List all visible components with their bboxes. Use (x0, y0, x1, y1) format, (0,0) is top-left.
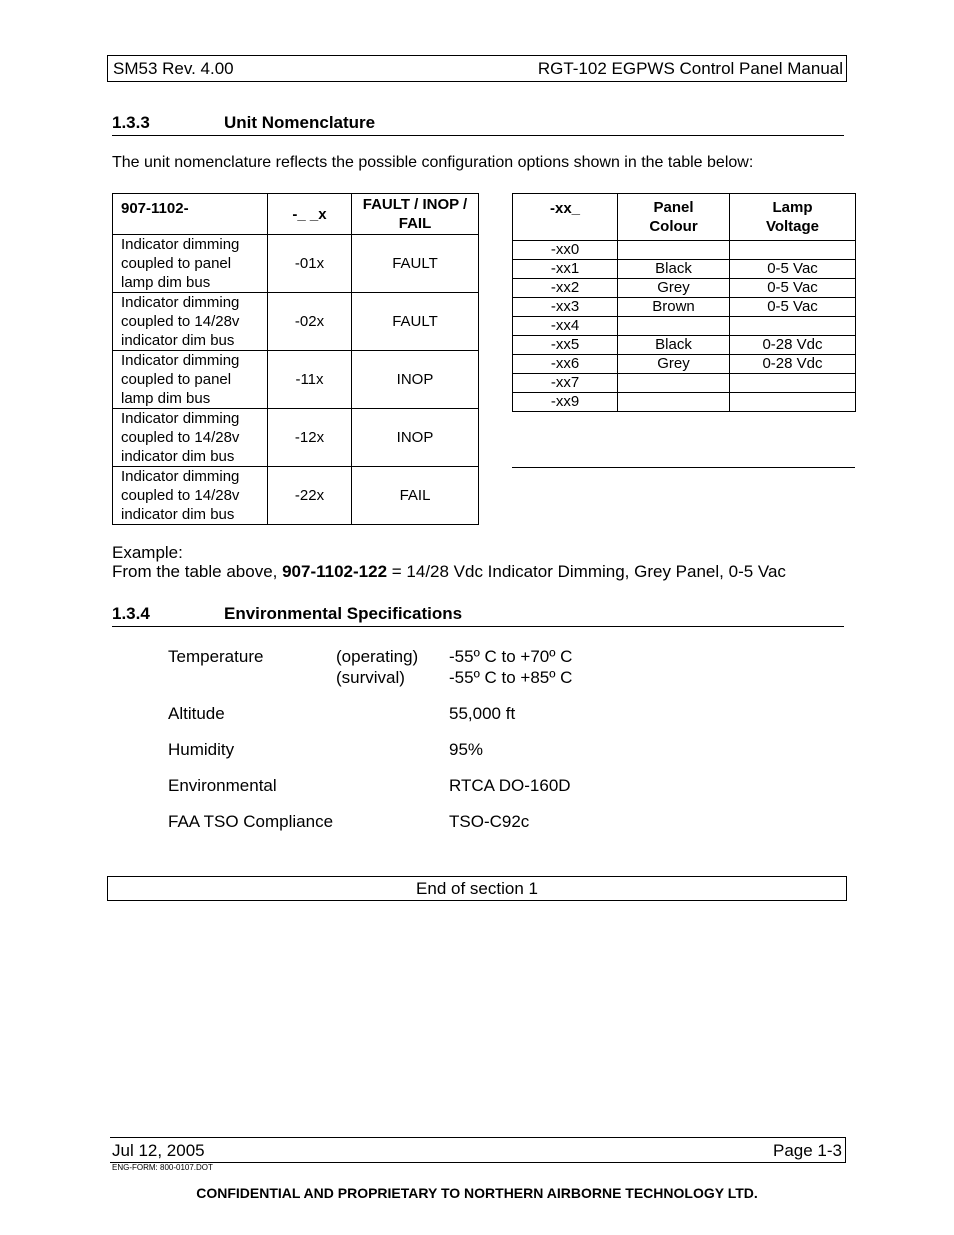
colour-cell (618, 241, 730, 260)
table-header-row (113, 194, 479, 235)
voltage-cell: 0-28 Vdc (730, 336, 856, 355)
example-part-number: 907-1102-122 (282, 562, 388, 581)
table-row (513, 298, 856, 317)
option-cell: -xx2 (513, 279, 618, 298)
table-row (513, 279, 856, 298)
description-cell: Indicator dimming coupled to panel lamp dim bus (113, 235, 268, 293)
spec-label: Altitude (168, 704, 225, 723)
spec-label: FAA TSO Compliance (168, 812, 334, 831)
colour-cell: Grey (618, 279, 730, 298)
end-of-section-banner: End of section 1 (107, 876, 847, 901)
option-cell: -xx4 (513, 317, 618, 336)
section-heading-1-3-3 (112, 113, 844, 136)
example-label: Example: (112, 543, 183, 562)
table-row (113, 467, 479, 525)
voltage-cell (730, 374, 856, 393)
header-cell: Panel Colour (618, 194, 730, 241)
header-cell: -_ _x (268, 194, 352, 235)
page-number: Page 1-3 (773, 1141, 842, 1160)
table-row (513, 260, 856, 279)
nomenclature-table (112, 193, 479, 525)
page-footer (110, 1137, 846, 1163)
colour-cell: Grey (618, 355, 730, 374)
section-title: Environmental Specifications (224, 604, 463, 623)
section-number: 1.3.4 (112, 604, 150, 623)
voltage-cell: 0-5 Vac (730, 260, 856, 279)
option-cell: -xx3 (513, 298, 618, 317)
table-row (513, 374, 856, 393)
example-prefix: From the table above, (112, 562, 283, 581)
voltage-cell: 0-5 Vac (730, 298, 856, 317)
description-cell: Indicator dimming coupled to 14/28v indicator dim bus (113, 467, 268, 525)
spec-value: -55º C to +85º C (449, 668, 573, 687)
document-id: SM53 Rev. 4.00 (113, 59, 234, 78)
annunciation-cell: INOP (352, 409, 479, 467)
confidential-notice: CONFIDENTIAL AND PROPRIETARY TO NORTHERN AIRBORNE TECHNOLOGY LTD. (196, 1185, 758, 1201)
spec-value: -55º C to +70º C (449, 647, 573, 666)
colour-cell: Brown (618, 298, 730, 317)
table-row (113, 235, 479, 293)
option-cell: -xx6 (513, 355, 618, 374)
header-cell: 907-1102- (113, 194, 268, 235)
annunciation-cell: FAIL (352, 467, 479, 525)
option-cell: -xx1 (513, 260, 618, 279)
voltage-cell: 0-5 Vac (730, 279, 856, 298)
table-row (113, 351, 479, 409)
spec-label: Temperature (168, 647, 264, 666)
colour-cell (618, 393, 730, 412)
voltage-cell (730, 393, 856, 412)
revision-date: Jul 12, 2005 (112, 1141, 205, 1160)
table-row (513, 336, 856, 355)
form-id: ENG-FORM: 800-0107.DOT (112, 1163, 213, 1172)
table-row (513, 317, 856, 336)
voltage-cell (730, 317, 856, 336)
page-header (107, 55, 847, 82)
header-cell: Lamp Voltage (730, 194, 856, 241)
table-row (513, 241, 856, 260)
table-row (113, 293, 479, 351)
table-row (113, 409, 479, 467)
spec-label: Humidity (168, 740, 235, 759)
section-heading-1-3-4 (112, 604, 844, 627)
suffix-cell: -22x (268, 467, 352, 525)
annunciation-cell: FAULT (352, 235, 479, 293)
suffix-cell: -11x (268, 351, 352, 409)
description-cell: Indicator dimming coupled to 14/28v indicator dim bus (113, 293, 268, 351)
section-number: 1.3.3 (112, 113, 150, 132)
intro-paragraph: The unit nomenclature reflects the possible configuration options shown in the table below: (112, 154, 754, 171)
suffix-cell: -12x (268, 409, 352, 467)
colour-cell: Black (618, 260, 730, 279)
header-cell: FAULT / INOP / FAIL (352, 194, 479, 235)
suffix-cell: -02x (268, 293, 352, 351)
colour-cell (618, 317, 730, 336)
option-cell: -xx7 (513, 374, 618, 393)
description-cell: Indicator dimming coupled to 14/28v indicator dim bus (113, 409, 268, 467)
spec-value: 95% (449, 740, 484, 759)
document-title: RGT-102 EGPWS Control Panel Manual (537, 59, 843, 78)
panel-options-table (512, 193, 856, 412)
description-cell: Indicator dimming coupled to panel lamp dim bus (113, 351, 268, 409)
example-suffix: = 14/28 Vdc Indicator Dimming, Grey Panel, 0-5 Vac (387, 562, 786, 581)
voltage-cell: 0-28 Vdc (730, 355, 856, 374)
option-cell: -xx0 (513, 241, 618, 260)
annunciation-cell: FAULT (352, 293, 479, 351)
spec-value: RTCA DO-160D (449, 776, 571, 795)
spec-qualifier: (survival) (336, 668, 405, 687)
table-row (513, 355, 856, 374)
spec-value: 55,000 ft (449, 704, 516, 723)
table-divider (512, 467, 855, 468)
colour-cell (618, 374, 730, 393)
option-cell: -xx9 (513, 393, 618, 412)
spec-qualifier: (operating) (336, 647, 419, 666)
spec-label: Environmental (168, 776, 277, 795)
header-cell: -xx_ (513, 194, 618, 241)
colour-cell: Black (618, 336, 730, 355)
section-title: Unit Nomenclature (224, 113, 376, 132)
voltage-cell (730, 241, 856, 260)
table-header-row (513, 194, 856, 241)
suffix-cell: -01x (268, 235, 352, 293)
table-row (513, 393, 856, 412)
option-cell: -xx5 (513, 336, 618, 355)
annunciation-cell: INOP (352, 351, 479, 409)
example-text (112, 562, 786, 582)
spec-value: TSO-C92c (449, 812, 530, 831)
